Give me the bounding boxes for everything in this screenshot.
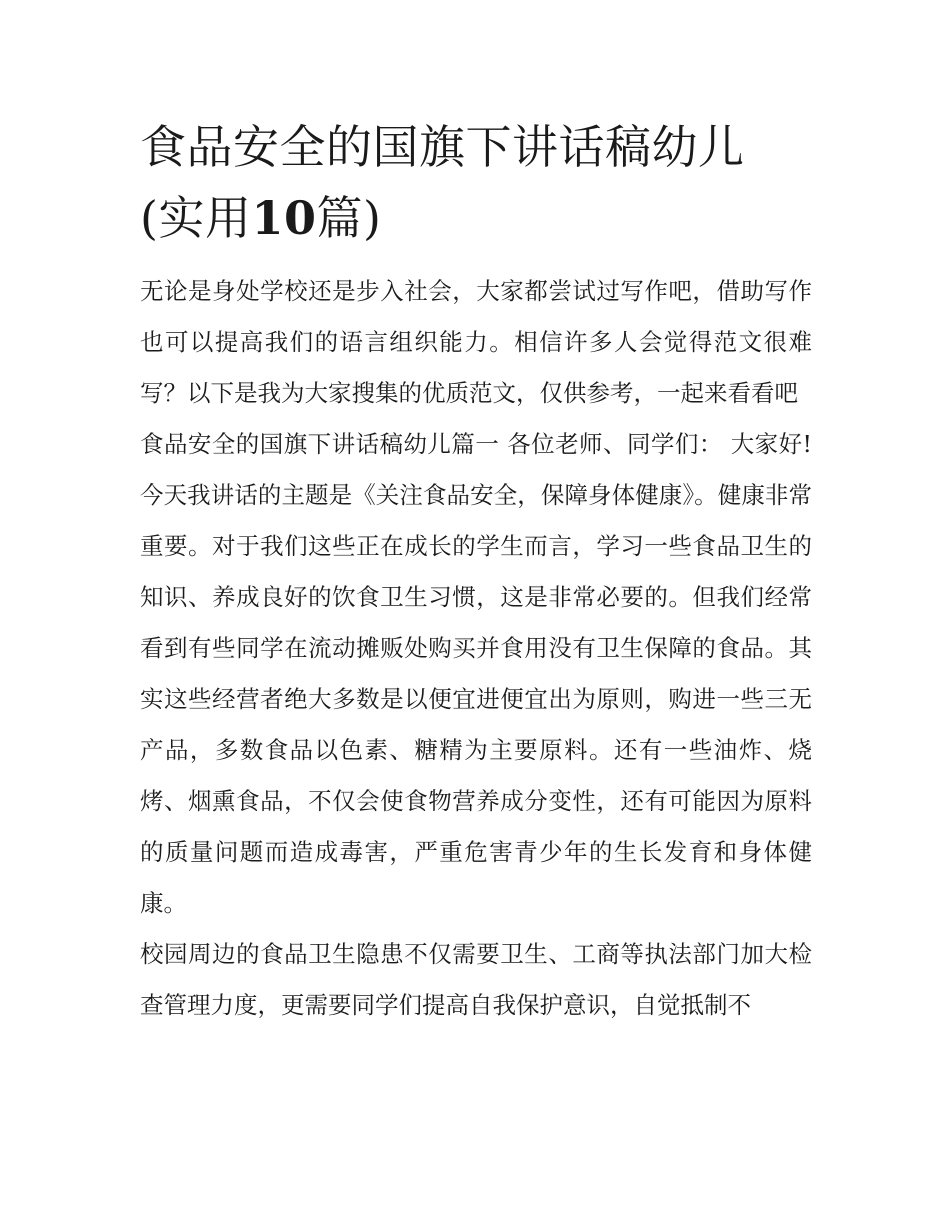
document-content [140,112,812,1031]
title-line-2 [140,183,812,254]
intro-paragraph: 无论是身处学校还是步入社会，大家都尝试过写作吧，借助写作也可以提高我们的语言组织能力。相信许多人会觉得范文很难写？以下是我为大家搜集的优质范文，仅供参考，一起来看看吧 [140,277,812,407]
title-open: (实用 [140,191,252,245]
title-line-1: 食品安全的国旗下讲话稿幼儿 [140,120,745,174]
title-close: 篇) [316,191,382,245]
speech-paragraph-2: 校园周边的食品卫生隐患不仅需要卫生、工商等执法部门加大检查管理力度，更需要同学们提高自我保护意识，自觉抵制不 [140,940,812,1019]
document-title [140,112,812,254]
title-count: 10 [251,191,317,245]
speech-paragraph-1: 食品安全的国旗下讲话稿幼儿篇一 各位老师、同学们： 大家好!今天我讲话的主题是《关注食品安全，保障身体健康》。健康非常重要。对于我们这些正在成长的学生而言，学习一些食品卫生的知识、养成良好的饮食卫生习惯，这是非常必要的。但我们经常看到有些同学在流动摊贩处购买并食用没有卫生保障的食品。其实这些经营者绝大多数是以便宜进便宜出为原则，购进一些三无产品，多数食品以色素、糖精为主要原料。还有一些油炸、烧烤、烟熏食品，不仅会使食物营养成分变性，还有可能因为原料的质量问题而造成毒害，严重危害青少年的生长发育和身体健康。 [140,430,812,917]
